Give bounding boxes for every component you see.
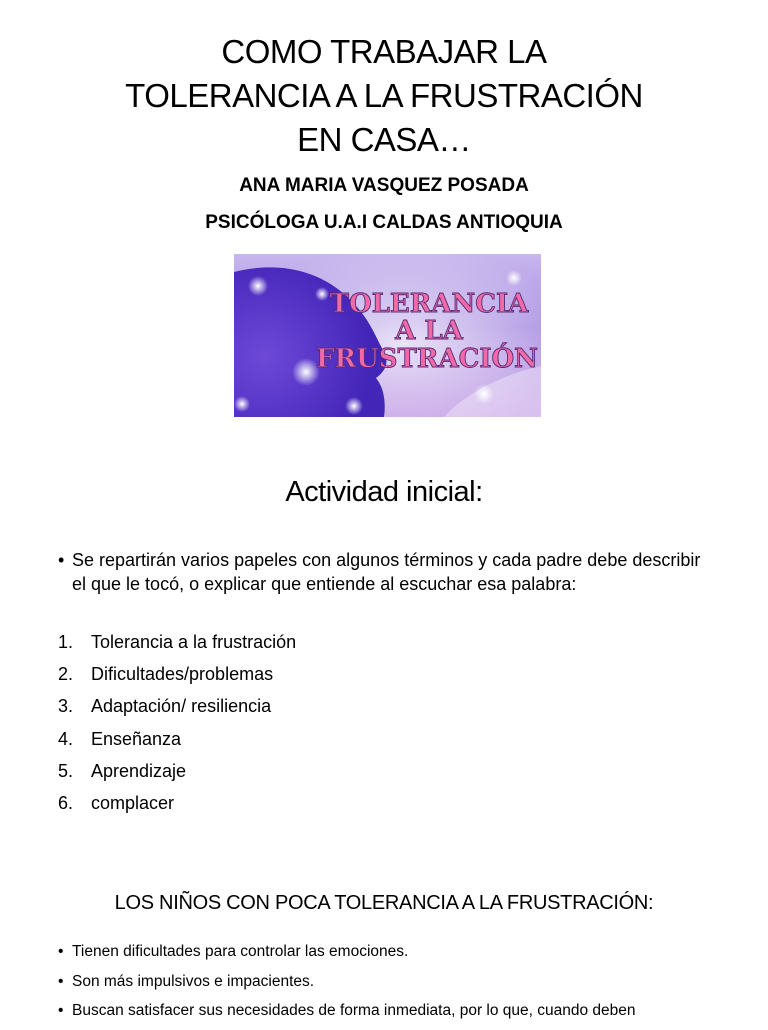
bullet-dot: • [58, 1002, 64, 1019]
banner-text-line-1: TOLERANCIA [329, 289, 529, 319]
list-item [58, 791, 296, 823]
list-item [58, 694, 296, 726]
author-name: ANA MARIA VASQUEZ POSADA [239, 175, 529, 196]
list-item-text: Son más impulsivos e impacientes. [72, 972, 315, 990]
list-item [58, 662, 296, 694]
list-item [58, 1000, 738, 1030]
list-item-text: Tolerancia a la frustración [91, 632, 297, 652]
list-item-text: Adaptación/ resiliencia [91, 696, 272, 717]
activity-heading: Actividad inicial: [285, 476, 483, 508]
list-item [58, 971, 738, 1001]
list-item-number: 1. [58, 632, 74, 652]
document-title [0, 30, 768, 162]
title-line-1: COMO TRABAJAR LA [221, 33, 547, 70]
list-item-number: 6. [58, 792, 74, 813]
list-item-number: 5. [58, 760, 74, 781]
low-tolerance-bullet-list [58, 941, 738, 1030]
activity-term-list [58, 630, 296, 823]
list-item [58, 727, 296, 759]
list-item-text: Buscan satisfacer sus necesidades de forma inmediata, por lo que, cuando deben [72, 1002, 636, 1019]
banner-graphic [234, 254, 541, 417]
bullet-dot: • [58, 550, 65, 570]
activity-bullet-text: Se repartirán varios papeles con algunos términos y cada padre debe describir el que le tocó, o explicar que entiende al escuchar esa palabra: [72, 550, 701, 594]
banner-text-line-3: FRUSTRACIÓN [316, 344, 538, 374]
list-item-text: Aprendizaje [91, 760, 187, 781]
list-item-text: Tienen dificultades para controlar las emociones. [72, 943, 409, 960]
bullet-dot: • [58, 943, 64, 960]
section-heading-low-tolerance: LOS NIÑOS CON POCA TOLERANCIA A LA FRUSTRACIÓN: [114, 892, 654, 914]
list-item-text: Dificultades/problemas [91, 664, 274, 685]
list-item-text: Enseñanza [91, 728, 182, 749]
list-item-text: complacer [91, 792, 175, 813]
title-line-2: TOLERANCIA A LA FRUSTRACIÓN [125, 77, 643, 114]
list-item [58, 630, 296, 662]
list-item [58, 759, 296, 791]
author-role: PSICÓLOGA U.A.I CALDAS ANTIOQUIA [205, 212, 563, 233]
bullet-dot: • [58, 972, 64, 990]
title-line-3: EN CASA… [297, 121, 471, 158]
list-item-number: 3. [58, 696, 74, 717]
list-item-number: 4. [58, 728, 74, 749]
list-item-number: 2. [58, 664, 74, 685]
activity-bullet [58, 548, 718, 596]
tolerancia-banner-image [234, 254, 541, 417]
banner-text-line-2: A LA [395, 316, 463, 346]
list-item [58, 941, 738, 971]
